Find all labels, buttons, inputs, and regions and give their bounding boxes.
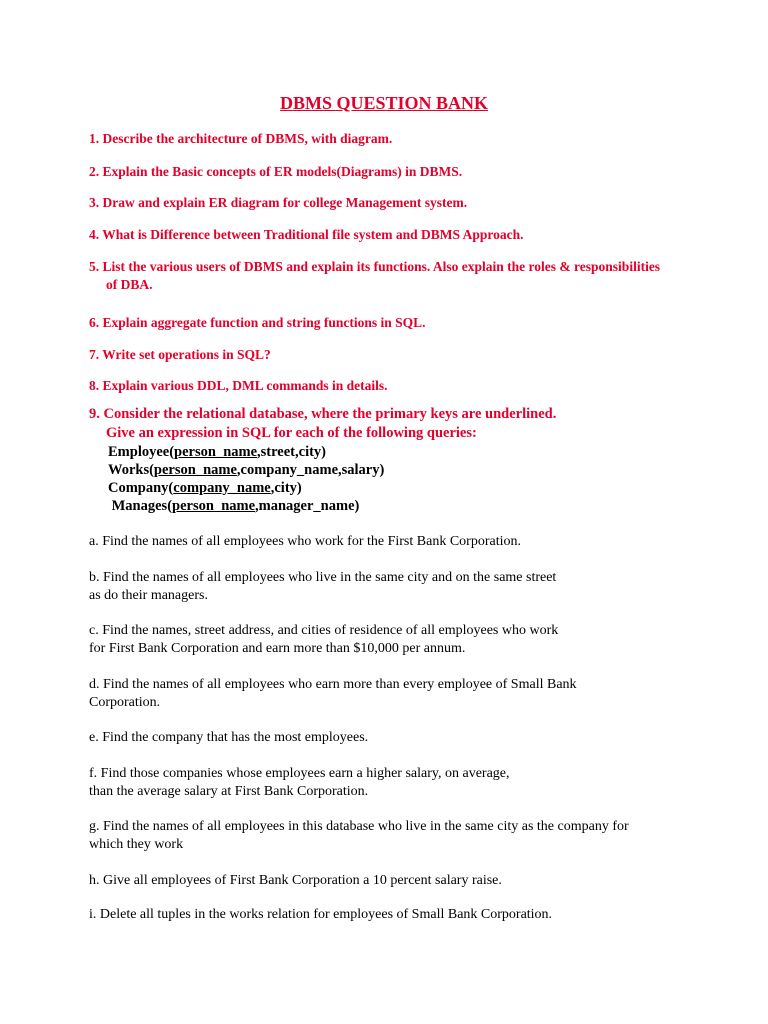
schema-employee bbox=[108, 443, 326, 461]
schema-works bbox=[108, 461, 384, 479]
question-6 bbox=[89, 314, 709, 332]
relation-attributes: ,street,city) bbox=[257, 444, 326, 460]
subquestion-line: i. Delete all tuples in the works relation for employees of Small Bank Corporation. bbox=[89, 907, 553, 922]
subquestion-line: e. Find the company that has the most employees. bbox=[89, 730, 369, 745]
subquestion-line: as do their managers. bbox=[89, 588, 208, 603]
question-continuation: of DBA. bbox=[106, 277, 153, 292]
subquestion-h bbox=[89, 872, 709, 890]
subquestion-line: Corporation. bbox=[89, 695, 161, 710]
relation-name: Works( bbox=[108, 462, 154, 478]
question-continuation: Give an expression in SQL for each of the following queries: bbox=[106, 425, 477, 441]
relation-attributes: ,manager_name) bbox=[255, 498, 360, 514]
subquestion-line: for First Bank Corporation and earn more than $10,000 per annum. bbox=[89, 641, 466, 656]
subquestion-g bbox=[89, 818, 709, 854]
question-text: 9. Consider the relational database, where the primary keys are underlined. bbox=[89, 406, 557, 422]
question-8 bbox=[89, 377, 709, 395]
question-text: 3. Draw and explain ER diagram for college Management system. bbox=[89, 195, 468, 210]
question-4 bbox=[89, 226, 709, 244]
question-7 bbox=[89, 346, 709, 364]
subquestion-d bbox=[89, 676, 709, 712]
subquestion-line: d. Find the names of all employees who earn more than every employee of Small Bank bbox=[89, 677, 577, 692]
relation-attributes: ,city) bbox=[270, 480, 302, 496]
subquestion-line: h. Give all employees of First Bank Corporation a 10 percent salary raise. bbox=[89, 873, 502, 888]
relation-attributes: ,company_name,salary) bbox=[236, 462, 385, 478]
question-text: 8. Explain various DDL, DML commands in details. bbox=[89, 378, 388, 393]
relation-name: Employee( bbox=[108, 444, 175, 460]
primary-key: person_name bbox=[174, 444, 258, 460]
subquestion-b bbox=[89, 569, 709, 605]
schema-company bbox=[108, 479, 302, 497]
subquestion-c bbox=[89, 622, 709, 658]
page-title: DBMS QUESTION BANK bbox=[279, 93, 489, 113]
subquestion-line: than the average salary at First Bank Corporation. bbox=[89, 784, 369, 799]
question-text: 7. Write set operations in SQL? bbox=[89, 347, 271, 362]
subquestion-line: c. Find the names, street address, and cities of residence of all employees who work bbox=[89, 623, 559, 638]
question-text: 5. List the various users of DBMS and explain its functions. Also explain the roles & responsibilities bbox=[89, 259, 661, 274]
primary-key: person_name bbox=[172, 498, 256, 514]
question-2 bbox=[89, 163, 709, 181]
subquestion-line: f. Find those companies whose employees earn a higher salary, on average, bbox=[89, 766, 510, 781]
question-text: 2. Explain the Basic concepts of ER models(Diagrams) in DBMS. bbox=[89, 164, 463, 179]
subquestion-line: g. Find the names of all employees in this database who live in the same city as the company for bbox=[89, 819, 629, 834]
question-1 bbox=[89, 130, 709, 148]
schema-manages bbox=[108, 497, 359, 515]
question-5 bbox=[89, 258, 709, 294]
question-3 bbox=[89, 194, 709, 212]
subquestion-e bbox=[89, 729, 709, 747]
primary-key: company_name bbox=[173, 480, 271, 496]
subquestion-line: b. Find the names of all employees who live in the same city and on the same street bbox=[89, 570, 557, 585]
primary-key: person_name bbox=[153, 462, 237, 478]
subquestion-line: which they work bbox=[89, 837, 184, 852]
question-text: 6. Explain aggregate function and string functions in SQL. bbox=[89, 315, 426, 330]
relation-name: Manages( bbox=[108, 498, 173, 514]
question-text: 1. Describe the architecture of DBMS, with diagram. bbox=[89, 131, 393, 146]
subquestion-line: a. Find the names of all employees who work for the First Bank Corporation. bbox=[89, 534, 521, 549]
question-text: 4. What is Difference between Traditional file system and DBMS Approach. bbox=[89, 227, 524, 242]
relation-name: Company( bbox=[108, 480, 174, 496]
subquestion-f bbox=[89, 765, 709, 801]
question-9 bbox=[89, 405, 709, 443]
subquestion-i bbox=[89, 906, 709, 924]
subquestion-a bbox=[89, 533, 709, 551]
